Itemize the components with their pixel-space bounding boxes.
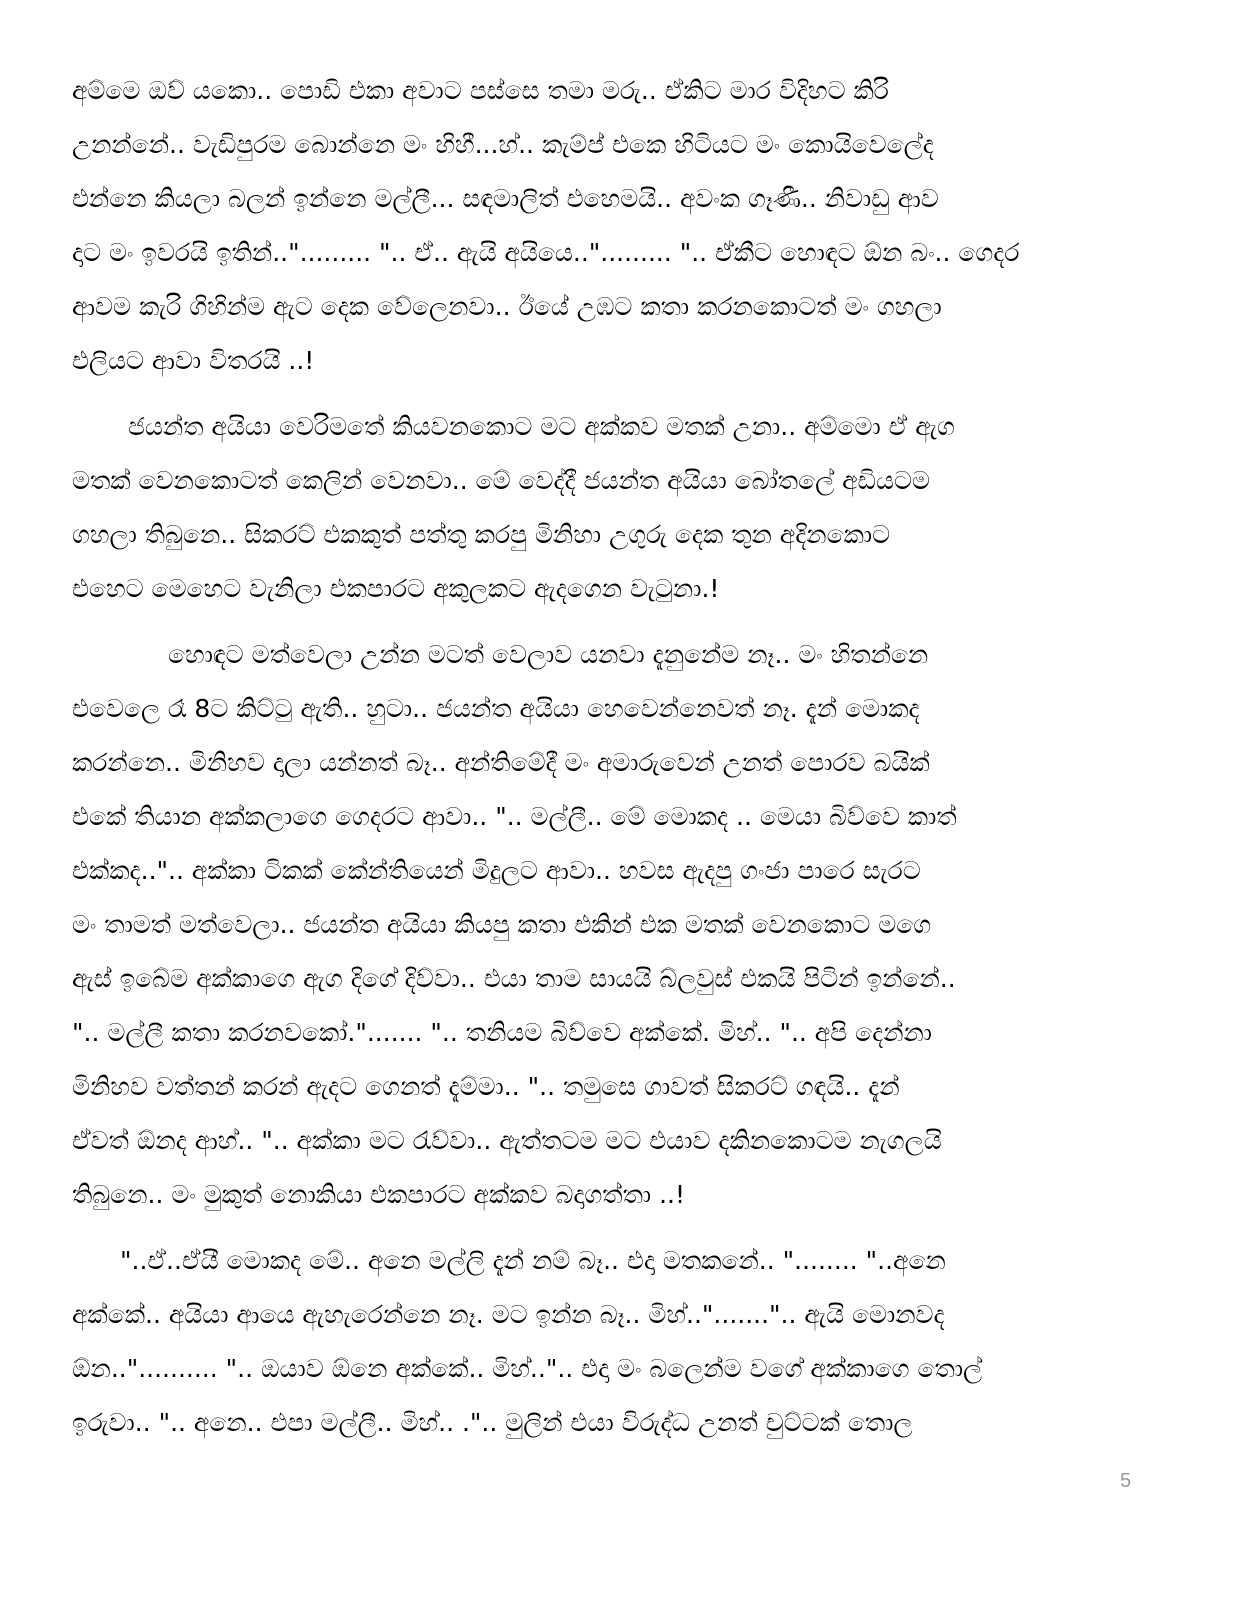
text-line: අම්මෙ ඔව් යකො.. පොඩි එකා අවාට පස්සෙ තමා මරු.. ඒකිට මාර විදිහට කිරි xyxy=(72,76,889,105)
paragraph-2 xyxy=(72,400,1152,616)
text-line: එහෙට මෙහෙට වැනිලා එකපාරට අකුලකට ඇදගෙන වැටුනා.! xyxy=(72,574,720,603)
text-line: "..ඒ..ඒයී මොකද මේ.. අනෙ මල්ලි දැන් නම් බෑ.. එදා මතකනේ.. "........ "..අනෙ xyxy=(120,1246,946,1275)
text-line: ".. මල්ලී කතා කරනවකෝ."....... ".. තනියම බිව්වෙ අක්කේ. මිහ්.. ".. අපි දෙන්නා xyxy=(72,1018,933,1047)
text-line: දාට මං ඉවරයි ඉතින්.."......... ".. ඒ.. ඇයි අයියෙ.."......... ".. ඒකීට හොඳට ඕන බං.. ගෙදර xyxy=(72,238,1020,267)
text-line: අක්කේ.. අයියා ආයෙ ඇහැරෙන්නෙ නෑ. මට ඉන්න බෑ.. මිහ්..".......".. ඇයි මොනවද xyxy=(72,1300,945,1329)
paragraph-4 xyxy=(72,1234,1152,1450)
text-line: උනන්නේ.. වැඩිපුරම බොන්නෙ මං හිහී...හ්.. කැම්ප් එකෙ හිටියට මං කොයිවෙලේද xyxy=(72,130,934,159)
text-line: කරන්නෙ.. මිනිහව දාලා යන්නත් බෑ.. අන්තිමේදී මං අමාරුවෙන් උනත් පොරව බයික් xyxy=(72,748,930,777)
page-number: 5 xyxy=(1120,1470,1132,1492)
document-body xyxy=(72,64,1152,1462)
text-line: මිනිහව වත්තන් කරන් ඇදට ගෙනත් දැම්මා.. ".. තමුසෙ ගාවත් සිකරට් ගඳයි.. දැන් xyxy=(72,1072,900,1101)
text-line: ඉරුවා.. ".. අනෙ.. එපා මල්ලී.. මිහ්.. .".. මුලින් එයා විරුද්ධ උනත් චුට්ටක් තොල xyxy=(72,1408,913,1437)
text-line: ජයන්ත අයියා වෙරිමතේ කියවනකොට මට අක්කව මතක් උනා.. අම්මො ඒ ඇග xyxy=(128,412,955,441)
text-line: එලියට ආවා විතරයි ..! xyxy=(72,346,315,375)
text-line: හොඳට මත්වෙලා උන්න මටත් වෙලාව යනවා දැනුනේම නෑ.. මං හිතන්නෙ xyxy=(168,640,929,669)
text-line: එකේ තියාන අක්කලාගෙ ගෙදරට ආවා.. ".. මල්ලී.. මේ මොකද .. මෙයා බිව්වෙ කාත් xyxy=(72,802,957,831)
text-line: තිබුනෙ.. මං මුකුත් නොකියා එකපාරට අක්කව බදාගත්තා ..! xyxy=(72,1180,685,1209)
text-line: ආවම කැරි ගිහින්ම ඇට දෙක වේලෙනවා.. ඊයේ උඹට කතා කරනකොටත් මං ගහලා xyxy=(72,292,942,321)
text-line: මතක් වෙනකොටත් කෙලින් වෙනවා.. මේ වෙද්දී ජයන්ත අයියා බෝතලේ අඩියටම xyxy=(72,466,930,495)
text-line: ඇස් ඉබේම අක්කාගෙ ඇග දිගේ දිව්වා.. එයා තාම සායයි බ්ලවුස් එකයි පිටින් ඉන්නේ.. xyxy=(72,964,956,993)
text-line: ඒවත් ඕනද ආහ්.. ".. අක්කා මට රැව්වා.. ඇත්තටම මට එයාව දකිනකොටම නැගලයි xyxy=(72,1126,942,1155)
text-line: ඕන..".......... ".. ඔයාව ඕනෙ අක්කේ.. මිහ්..".. එදා මං බලෙන්ම වගේ අක්කාගෙ තොල් xyxy=(72,1354,983,1383)
paragraph-3 xyxy=(72,628,1152,1222)
text-line: එන්නෙ කියලා බලන් ඉන්නෙ මල්ලී... සඳමාලිත් එහෙමයි.. අවංක ගෑණී.. නිවාඩු ආව xyxy=(72,184,939,213)
text-line: එක්කද..".. අක්කා ටිකක් කේන්තියෙන් මිදුලට ආවා.. හවස ඇදපු ගංජා පාරෙ සැරට xyxy=(72,856,921,885)
paragraph-1 xyxy=(72,64,1152,388)
text-line: මං තාමත් මත්වෙලා.. ජයන්ත අයියා කියපු කතා එකින් එක මතක් වෙනකොට මගෙ xyxy=(72,910,932,939)
text-line: ගහලා තිබුනෙ.. සිකරට් එකකුත් පත්තු කරපු මිනිහා උගුරු දෙක තුන අදිනකොට xyxy=(72,520,891,549)
text-line: එවෙලෙ රෑ 8ට කිට්ටු ඇති.. හුටා.. ජයන්ත අයියා හෙවෙන්නෙවත් නෑ. දැන් මොකද xyxy=(72,694,920,723)
